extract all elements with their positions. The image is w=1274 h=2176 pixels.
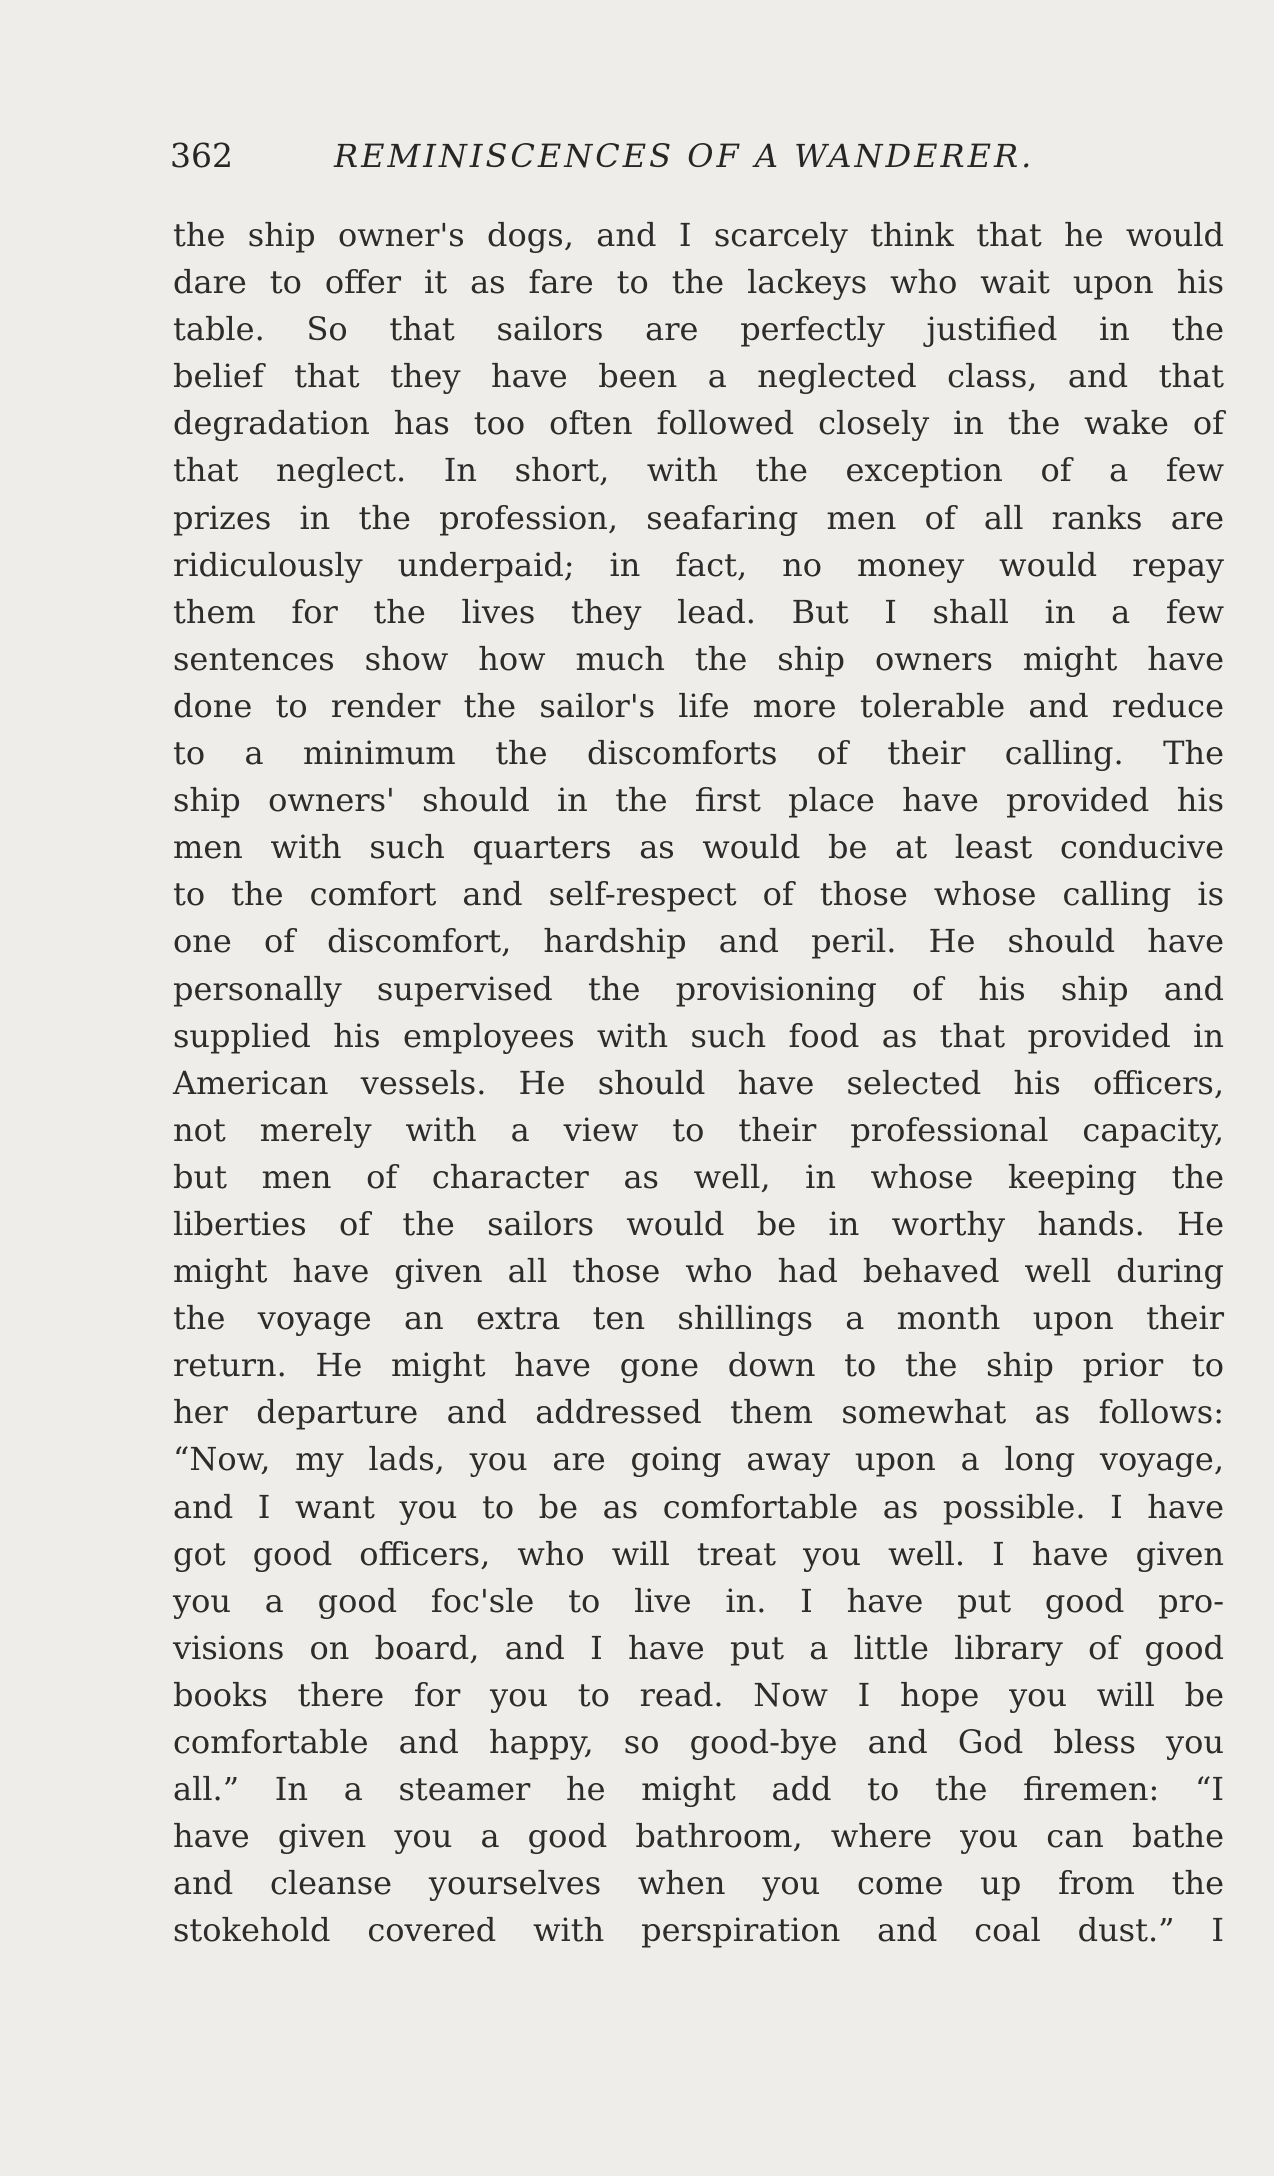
text-line: ship owners' should in the first place have provided his [173,781,1224,820]
text-line: books there for you to read. Now I hope you will be [173,1675,1224,1714]
text-line: you a good foc'sle to live in. I have put good pro- [173,1581,1224,1620]
body-text [173,212,1224,1954]
text-line: visions on board, and I have put a little library of good [173,1628,1224,1667]
text-line: her departure and addressed them somewhat as follows: [173,1393,1224,1432]
text-line: “Now, my lads, you are going away upon a long voyage, [173,1440,1224,1479]
running-title: REMINISCENCES OF A WANDERER. [334,137,1035,175]
text-line: stokehold covered with perspiration and coal dust.” I [173,1911,1224,1950]
text-line: liberties of the sailors would be in worthy hands. He [173,1204,1224,1243]
text-line: but men of character as well, in whose keeping the [173,1157,1224,1196]
text-line: men with such quarters as would be at least conducive [173,828,1224,867]
text-line: American vessels. He should have selected his officers, [173,1063,1224,1102]
page-number: 362 [170,136,233,175]
text-line: to a minimum the discomforts of their calling. The [173,734,1224,773]
page-header [170,136,1090,186]
text-line: sentences show how much the ship owners might have [173,639,1224,678]
text-line: the ship owner's dogs, and I scarcely think that he would [173,216,1224,254]
text-line: table. So that sailors are perfectly justified in the [173,310,1224,349]
text-line: one of discomfort, hardship and peril. He should have [173,922,1224,961]
text-line: to the comfort and self-respect of those whose calling is [173,875,1224,914]
text-line: degradation has too often followed closely in the wake of [173,404,1224,443]
text-line: the voyage an extra ten shillings a month upon their [173,1299,1224,1338]
text-line: ridiculously underpaid; in fact, no money would repay [173,545,1224,584]
text-line: that neglect. In short, with the exception of a few [173,451,1224,490]
text-line: return. He might have gone down to the ship prior to [173,1346,1224,1385]
text-line: got good officers, who will treat you well. I have given [173,1534,1224,1573]
text-line: and I want you to be as comfortable as possible. I have [173,1487,1224,1526]
text-line: all.” In a steamer he might add to the firemen: “I [173,1770,1224,1809]
text-line: not merely with a view to their professional capacity, [173,1110,1224,1149]
text-line: comfortable and happy, so good-bye and God bless you [173,1723,1224,1761]
text-line: might have given all those who had behaved well during [173,1252,1224,1291]
text-line: personally supervised the provisioning of his ship and [173,969,1224,1008]
text-line: have given you a good bathroom, where you can bathe [173,1817,1224,1856]
text-line: and cleanse yourselves when you come up from the [173,1864,1224,1903]
text-line: supplied his employees with such food as that provided in [173,1016,1224,1055]
text-line: done to render the sailor's life more tolerable and reduce [173,686,1224,725]
text-line: belief that they have been a neglected class, and that [173,357,1224,396]
text-line: them for the lives they lead. But I shall in a few [173,592,1224,631]
text-line: prizes in the profession, seafaring men of all ranks are [173,498,1224,537]
text-line: dare to offer it as fare to the lackeys who wait upon his [173,263,1224,302]
